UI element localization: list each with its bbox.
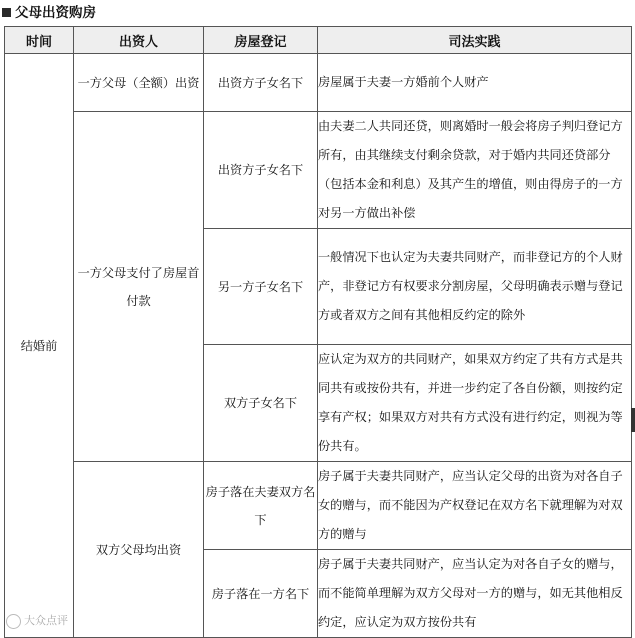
table-row — [5, 54, 632, 112]
table-header-row — [5, 27, 632, 54]
section-heading-text: 父母出资购房 — [15, 5, 96, 21]
column-header-practice: 司法实践 — [318, 27, 632, 54]
practice-cell: 房子属于夫妻共同财产，应当认定父母的出资为对各自子女的赠与，而不能因为产权登记在双方名下就理解为对双方的赠与 — [318, 462, 632, 550]
table-row — [5, 112, 632, 229]
time-cell: 结婚前 — [5, 54, 74, 638]
purchase-funding-table — [4, 26, 632, 638]
section-heading — [0, 2, 96, 24]
practice-cell: 一般情况下也认定为夫妻共同财产，而非登记方的个人财产，非登记方有权要求分割房屋，父母明确表示赠与登记方或者双方之间有其他相反约定的除外 — [318, 229, 632, 345]
square-bullet-icon — [2, 8, 11, 17]
column-header-time: 时间 — [5, 27, 74, 54]
table-row — [5, 462, 632, 550]
column-header-registration: 房屋登记 — [204, 27, 318, 54]
contributor-cell: 一方父母支付了房屋首付款 — [74, 112, 204, 462]
practice-cell: 应认定为双方的共同财产，如果双方约定了共有方式是共同共有或按份共有，并进一步约定了各自份额，则按约定享有产权；如果双方对共有方式没有进行约定，则视为等份共有。 — [318, 345, 632, 462]
watermark-logo-icon — [6, 614, 21, 629]
practice-cell: 房子属于夫妻共同财产，应当认定为对各自子女的赠与，而不能简单理解为双方父母对一方的赠与，如无其他相反约定，应认定为双方按份共有 — [318, 550, 632, 638]
registration-cell: 房子落在夫妻双方名下 — [204, 462, 318, 550]
registration-cell: 双方子女名下 — [204, 345, 318, 462]
registration-cell: 出资方子女名下 — [204, 112, 318, 229]
watermark — [6, 613, 68, 629]
registration-cell: 另一方子女名下 — [204, 229, 318, 345]
contributor-cell: 一方父母（全额）出资 — [74, 54, 204, 112]
practice-cell: 由夫妻二人共同还贷，则离婚时一般会将房子判归登记方所有，由其继续支付剩余贷款，对于婚内共同还贷部分（包括本金和利息）及其产生的增值，则由得房子的一方对另一方做出补偿 — [318, 112, 632, 229]
watermark-text: 大众点评 — [24, 614, 68, 627]
scroll-handle[interactable] — [631, 408, 635, 432]
practice-cell: 房屋属于夫妻一方婚前个人财产 — [318, 54, 632, 112]
registration-cell: 出资方子女名下 — [204, 54, 318, 112]
registration-cell: 房子落在一方名下 — [204, 550, 318, 638]
column-header-contributor: 出资人 — [74, 27, 204, 54]
contributor-cell: 双方父母均出资 — [74, 462, 204, 638]
